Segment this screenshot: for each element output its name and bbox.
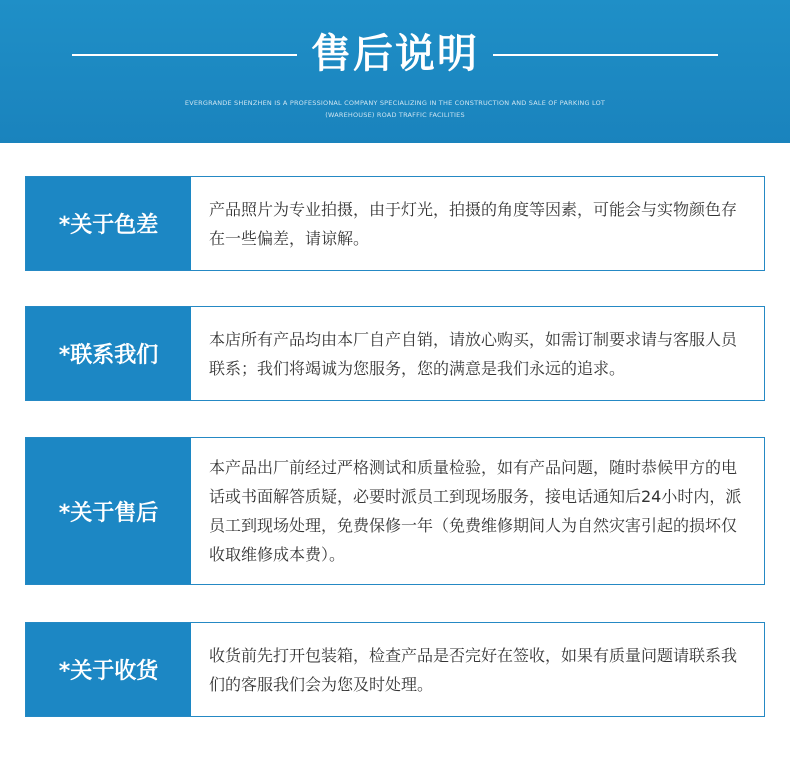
- section-receiving-goods: [25, 622, 765, 717]
- subtitle-line-1: EVERGRANDE SHENZHEN IS A PROFESSIONAL COMPANY SPECIALIZING IN THE CONSTRUCTION AND SALE OF PARKING LOT: [184, 99, 606, 107]
- subtitle-line-2: (WAREHOUSE) ROAD TRAFFIC FACILITIES: [325, 111, 465, 119]
- section-text: 本产品出厂前经过严格测试和质量检验，如有产品问题，随时恭候甲方的电话或书面解答质疑，必要时派员工到现场服务，接电话通知后24小时内，派员工到现场处理，免费保修一年（免费维修期间人为自然灾害引起的损坏仅收取维修成本费）。: [209, 458, 742, 564]
- section-color-difference: [25, 176, 765, 271]
- section-label: *关于色差: [26, 177, 191, 270]
- header-banner: [0, 0, 790, 143]
- title-divider-right: [493, 54, 718, 56]
- section-after-sales: [25, 437, 765, 585]
- section-text: 产品照片为专业拍摄，由于灯光，拍摄的角度等因素，可能会与实物颜色存在一些偏差，请谅解。: [209, 199, 738, 248]
- section-label: *关于售后: [26, 438, 191, 584]
- page-subtitle: [140, 97, 650, 121]
- section-text: 本店所有产品均由本厂自产自销，请放心购买，如需订制要求请与客服人员联系；我们将竭诚为您服务，您的满意是我们永远的追求。: [209, 329, 738, 378]
- section-label: *联系我们: [26, 307, 191, 400]
- section-label: *关于收货: [26, 623, 191, 716]
- section-text: 收货前先打开包装箱，检查产品是否完好在签收，如果有质量问题请联系我们的客服我们会为您及时处理。: [209, 645, 738, 694]
- page-title: 售后说明: [311, 31, 479, 77]
- section-contact-us: [25, 306, 765, 401]
